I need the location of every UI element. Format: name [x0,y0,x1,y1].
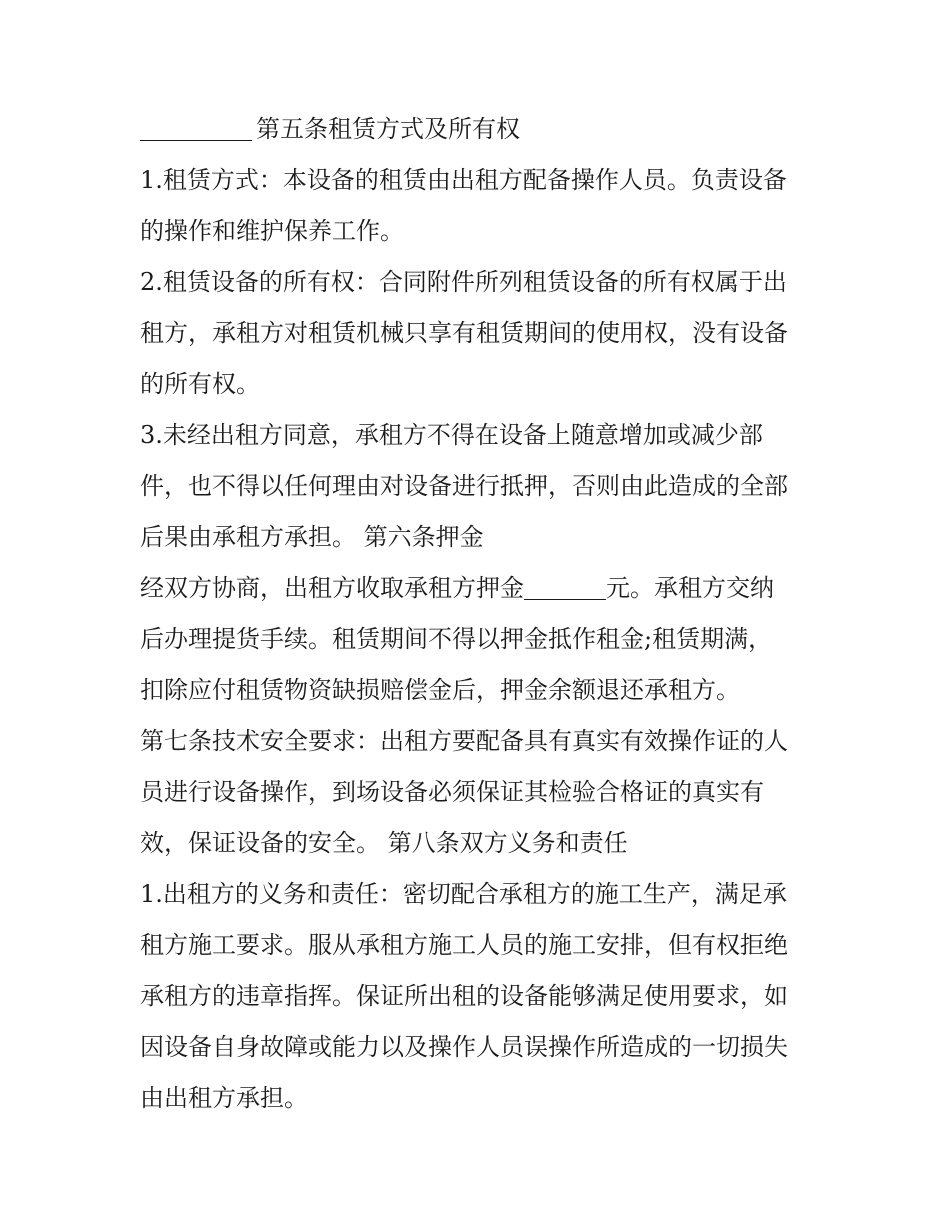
deposit-text-before: 经双方协商，出租方收取承租方押金 [140,574,524,602]
text-line: 2.租赁设备的所有权：合同附件所列租赁设备的所有权属于出 [140,268,787,296]
text-line: 第七条技术安全要求：出租方要配备具有真实有效操作证的人 [140,727,788,755]
text-line: 后办理提货手续。租赁期间不得以押金抵作租金;租赁期满， [140,625,773,653]
deposit-text-after: 元。承租方交纳 [606,574,774,602]
text-line: 租方施工要求。服从承租方施工人员的施工安排，但有权拒绝 [140,931,788,959]
text-line: 1.出租方的义务和责任：密切配合承租方的施工生产，满足承 [140,880,787,908]
fill-in-blank [140,116,252,141]
deposit-amount-blank [524,575,606,600]
deposit-line [140,563,820,614]
article-5-heading-line [140,104,820,155]
text-line: 因设备自身故障或能力以及操作人员误操作所造成的一切损失 [140,1033,788,1061]
text-line: 后果由承租方承担。 第六条押金 [140,523,484,551]
text-line: 的所有权。 [140,370,260,398]
text-line: 租方，承租方对租赁机械只享有租赁期间的使用权，没有设备 [140,319,788,347]
text-line: 扣除应付租赁物资缺损赔偿金后，押金余额退还承租方。 [140,676,740,704]
text-line: 效，保证设备的安全。 第八条双方义务和责任 [140,829,628,857]
article-5-heading: 第五条租赁方式及所有权 [256,115,520,143]
text-line: 1.租赁方式：本设备的租赁由出租方配备操作人员。负责设备 [140,166,787,194]
text-line: 3.未经出租方同意，承租方不得在设备上随意增加或减少部 [140,421,763,449]
text-line: 承租方的违章指挥。保证所出租的设备能够满足使用要求，如 [140,982,788,1010]
document-body [140,104,820,1124]
text-line: 件，也不得以任何理由对设备进行抵押，否则由此造成的全部 [140,472,788,500]
text-line: 员进行设备操作，到场设备必须保证其检验合格证的真实有 [140,778,764,806]
text-line: 的操作和维护保养工作。 [140,217,404,245]
text-line: 由出租方承担。 [140,1084,308,1112]
